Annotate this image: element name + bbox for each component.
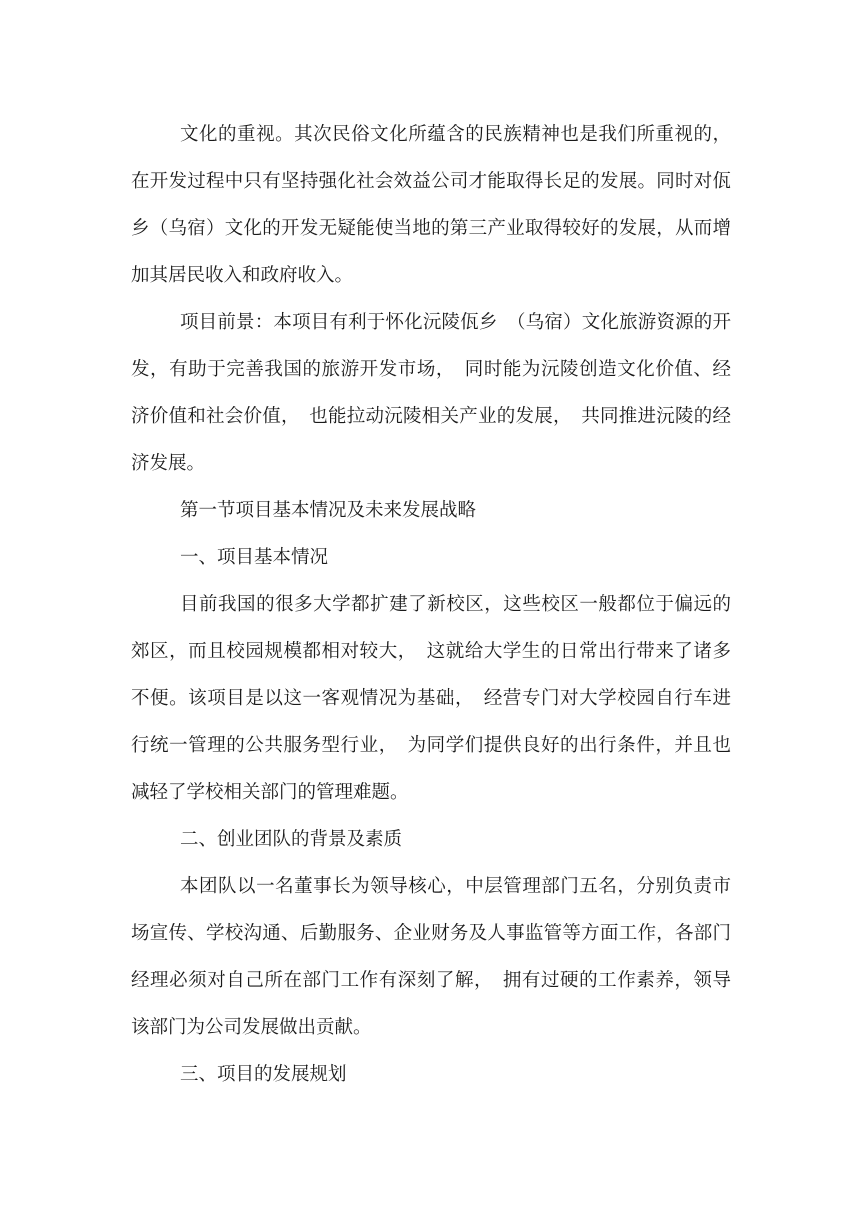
paragraph-project-prospect: 项目前景：本项目有利于怀化沅陵佤乡 （乌宿）文化旅游资源的开发，有助于完善我国的旅游开发市场， 同时能为沅陵创造文化价值、经济价值和社会价值， 也能拉动沅陵相关产业的发展， 共同推进沅陵的经济发展。 xyxy=(131,312,731,474)
section-heading-chapter-1: 第一节项目基本情况及未来发展战略 xyxy=(180,500,477,521)
subheading-project-basics: 一、项目基本情况 xyxy=(180,547,329,568)
paragraph-team-background: 本团队以一名董事长为领导核心，中层管理部门五名，分别负责市场宣传、学校沟通、后勤服务、企业财务及人事监管等方面工作，各部门经理必须对自己所在部门工作有深刻了解， 拥有过硬的工作素养，领导该部门为公司发展做出贡献。 xyxy=(131,876,731,1038)
subheading-development-plan: 三、项目的发展规划 xyxy=(180,1064,347,1085)
paragraph-project-basics: 目前我国的很多大学都扩建了新校区，这些校区一般都位于偏远的郊区，而且校园规模都相对较大， 这就给大学生的日常出行带来了诸多不便。该项目是以这一客观情况为基础， 经营专门对大学校园自行车进行统一管理的公共服务型行业， 为同学们提供良好的出行条件，并且也减轻了学校相关部门的管理难题。 xyxy=(131,594,731,803)
paragraph-culture-value: 文化的重视。其次民俗文化所蕴含的民族精神也是我们所重视的，在开发过程中只有坚持强化社会效益公司才能取得长足的发展。同时对佤乡（乌宿）文化的开发无疑能使当地的第三产业取得较好的发展，从而增加其居民收入和政府收入。 xyxy=(131,124,731,286)
document-page xyxy=(131,111,731,1098)
subheading-team-background: 二、创业团队的背景及素质 xyxy=(180,829,403,850)
